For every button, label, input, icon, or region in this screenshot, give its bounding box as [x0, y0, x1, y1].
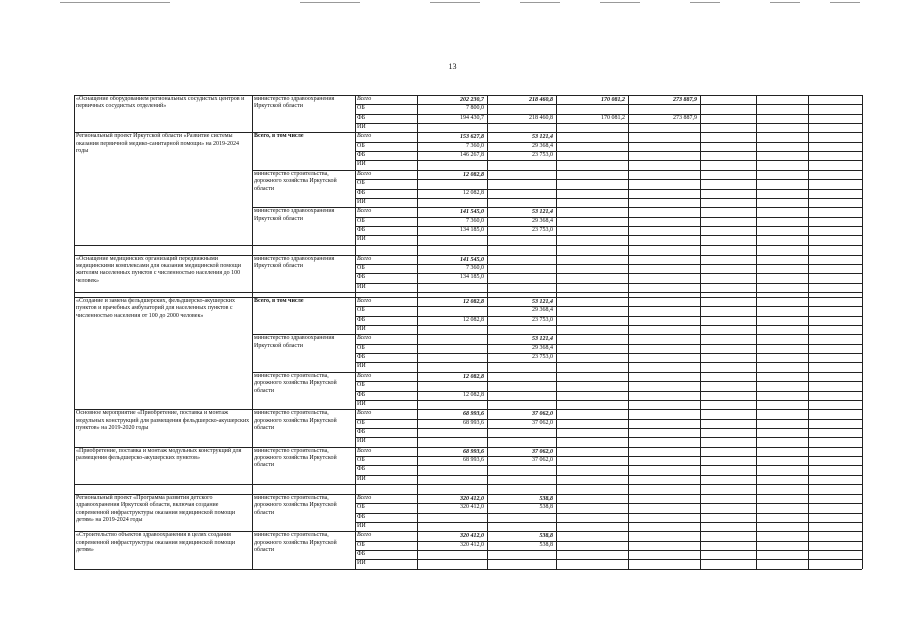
executor-name: Всего, в том числе — [254, 298, 304, 304]
block-description: Региональный проект Иркутской области «Развитие системы оказания первичной медико-санитарной помощи» на 2019-2024 годы — [76, 133, 240, 155]
amount-cell — [630, 392, 697, 400]
column-rule — [252, 95, 253, 569]
amount-cell — [630, 476, 697, 484]
amount-cell: 12 082,8 — [463, 373, 484, 380]
funding-source-label: ОБ — [357, 105, 365, 112]
executor-name: министерство здравоохранения Иркутской области — [254, 335, 335, 349]
amount-cell: 320 412,0 — [460, 541, 484, 548]
amount-cell — [630, 345, 697, 353]
funding-source-label: ИИ — [357, 400, 366, 407]
amount-cell — [558, 420, 625, 428]
scan-artifact — [300, 2, 360, 3]
funding-source-label: Всего — [357, 133, 372, 140]
funding-source-label: Всего — [357, 170, 372, 177]
amount-cell — [630, 236, 697, 244]
amount-cell — [558, 152, 625, 160]
amount-cell — [558, 326, 625, 334]
column-rule — [628, 95, 629, 569]
amount-cell — [558, 265, 625, 273]
amount-cell: 7 800,0 — [466, 105, 484, 112]
block-description: Основное мероприятие «Приобретение, поставка и монтаж модульных конструкций для размещения фельдшерско-акушерских пунктов» на 2019-2020 годы — [76, 410, 250, 431]
amount-cell: 53 121,4 — [532, 336, 553, 343]
row-rule — [355, 132, 862, 133]
funding-source-label: ФБ — [357, 513, 366, 520]
amount-cell: 141 545,0 — [460, 256, 484, 263]
funding-source-label: Всего — [357, 532, 372, 539]
amount-cell: 170 081,2 — [601, 114, 625, 121]
amount-cell — [419, 514, 484, 522]
row-rule — [252, 569, 355, 570]
amount-cell: 53 121,4 — [532, 209, 553, 216]
amount-cell — [630, 317, 697, 325]
funding-source-label: ФБ — [357, 316, 366, 323]
column-rule — [862, 95, 863, 569]
amount-cell — [419, 326, 484, 334]
amount-cell: 29 368,4 — [532, 142, 553, 149]
row-rule — [252, 245, 355, 246]
amount-cell: 538,8 — [539, 541, 553, 548]
amount-cell — [558, 307, 625, 315]
amount-cell — [489, 476, 553, 484]
amount-cell: 218 460,8 — [529, 114, 553, 121]
amount-cell — [489, 392, 553, 400]
funding-source-label: ФБ — [357, 354, 366, 361]
block-description: «Строительство объектов здравоохранения в целях создания современной инфраструктуры оказания медицинской помощи детям» — [76, 532, 236, 554]
amount-cell — [558, 523, 625, 531]
amount-cell — [558, 284, 625, 292]
amount-cell: 29 368,4 — [532, 217, 553, 224]
column-rule — [487, 95, 488, 569]
block-description: «Создание и замена фельдшерских, фельдшерско-акушерских пунктов и врачебных амбулаторий для населенных пунктов с численностью населения от 100 до 2000 человек» — [76, 298, 236, 319]
amount-cell — [630, 551, 697, 559]
funding-source-label: Всего — [357, 410, 372, 417]
amount-cell — [630, 523, 697, 531]
amount-cell — [630, 307, 697, 315]
amount-cell — [558, 382, 625, 390]
funding-source-label: ФБ — [357, 428, 366, 435]
row-rule — [74, 569, 252, 570]
amount-cell — [558, 438, 625, 446]
amount-cell: 218 460,8 — [529, 97, 553, 103]
row-rule — [355, 484, 862, 485]
row-rule — [355, 531, 862, 532]
funding-source-label: ОБ — [357, 142, 365, 149]
amount-cell — [630, 560, 697, 568]
executor-name: министерство строительства, дорожного хозяйства Иркутской области — [254, 532, 337, 554]
column-rule — [808, 95, 809, 569]
funding-source-label: ОБ — [357, 456, 365, 463]
amount-cell: 153 627,8 — [460, 134, 484, 141]
row-rule — [355, 334, 862, 335]
executor-name: министерство строительства, дорожного хозяйства Иркутской области — [254, 447, 337, 469]
executor-name: министерство строительства, дорожного хозяйства Иркутской области — [254, 170, 337, 192]
amount-cell — [489, 105, 553, 113]
amount-cell: 12 082,8 — [463, 391, 484, 398]
amount-cell: 12 082,8 — [463, 316, 484, 323]
amount-cell — [489, 514, 553, 522]
executor-name: министерство строительства, дорожного хозяйства Иркутской области — [254, 495, 337, 516]
row-rule — [74, 292, 252, 293]
amount-cell: 68 993,6 — [463, 419, 484, 426]
amount-cell: 12 082,8 — [463, 299, 484, 305]
funding-source-label: Всего — [357, 298, 372, 304]
funding-source-label: ИИ — [357, 363, 366, 370]
block-description: «Оснащение медицинских организаций передвижными медицинскими комплексами для оказания медицинской помощи жителям населенных пунктов с численностью населения до 100 человек» — [76, 255, 241, 284]
amount-cell — [419, 401, 484, 409]
row-rule — [74, 245, 252, 246]
amount-cell — [630, 274, 697, 282]
amount-cell — [489, 401, 553, 409]
funding-source-label: ОБ — [357, 382, 365, 389]
funding-source-label: Всего — [357, 447, 372, 454]
amount-cell — [558, 199, 625, 207]
funding-source-label: ОБ — [357, 307, 365, 314]
amount-cell — [630, 143, 697, 151]
amount-cell — [419, 551, 484, 559]
amount-cell — [558, 317, 625, 325]
amount-cell — [489, 560, 553, 568]
amount-cell: 12 082,8 — [463, 171, 484, 178]
row-rule — [355, 447, 862, 448]
amount-cell — [558, 180, 625, 188]
amount-cell: 7 360,0 — [466, 264, 484, 271]
column-rule — [74, 95, 75, 569]
funding-source-label: ОБ — [357, 419, 365, 426]
amount-cell — [489, 466, 553, 474]
row-rule — [355, 409, 862, 410]
funding-source-label: ОБ — [357, 180, 365, 187]
amount-cell: 320 412,0 — [460, 504, 484, 511]
amount-cell — [558, 227, 625, 235]
amount-cell: 53 121,4 — [532, 299, 553, 305]
amount-cell — [558, 514, 625, 522]
amount-cell — [419, 284, 484, 292]
row-rule — [355, 207, 862, 208]
amount-cell — [419, 161, 484, 169]
amount-cell — [630, 542, 697, 550]
amount-cell — [630, 161, 697, 169]
funding-source-label: Всего — [357, 255, 372, 262]
amount-cell: 68 993,6 — [463, 448, 484, 455]
scan-artifact — [520, 2, 560, 3]
amount-cell — [558, 105, 625, 113]
amount-cell — [630, 401, 697, 409]
amount-cell — [630, 363, 697, 371]
amount-cell — [489, 199, 553, 207]
amount-cell — [489, 523, 553, 531]
block-description: «Оснащение оборудованием региональных сосудистых центров и первичных сосудистых отделений» — [76, 96, 245, 110]
amount-cell — [419, 429, 484, 437]
amount-cell — [419, 466, 484, 474]
amount-cell: 320 412,0 — [460, 496, 484, 502]
amount-cell: 194 430,7 — [460, 114, 484, 121]
funding-source-label: Всего — [357, 372, 372, 379]
column-rule — [417, 95, 418, 569]
funding-source-label: ОБ — [357, 344, 365, 351]
amount-cell — [419, 438, 484, 446]
amount-cell — [630, 466, 697, 474]
funding-source-label: ФБ — [357, 189, 366, 196]
amount-cell — [419, 363, 484, 371]
amount-cell — [558, 274, 625, 282]
amount-cell — [630, 124, 697, 132]
amount-cell — [419, 307, 484, 315]
amount-cell — [419, 476, 484, 484]
funding-source-label: ОБ — [357, 217, 365, 224]
executor-name: министерство здравоохранения Иркутской области — [254, 96, 335, 110]
amount-cell — [419, 199, 484, 207]
amount-cell — [558, 363, 625, 371]
column-rule — [756, 95, 757, 569]
funding-source-label: ИИ — [357, 198, 366, 205]
amount-cell — [419, 345, 484, 353]
amount-cell — [558, 466, 625, 474]
funding-source-label: ОБ — [357, 264, 365, 271]
amount-cell — [630, 152, 697, 160]
amount-cell: 29 368,4 — [532, 307, 553, 314]
amount-cell — [630, 218, 697, 226]
amount-cell: 23 753,0 — [532, 152, 553, 159]
funding-source-label: Всего — [357, 96, 372, 102]
amount-cell: 37 062,0 — [532, 411, 553, 418]
amount-cell — [558, 143, 625, 151]
block-description: Региональный проект «Программа развития детского здравоохранения Иркутской области, включая создание современной инфраструктуры оказания медицинской помощи детям» на 2019-2024 годы — [76, 495, 236, 524]
amount-cell — [419, 560, 484, 568]
amount-cell — [558, 392, 625, 400]
amount-cell — [419, 236, 484, 244]
amount-cell — [558, 190, 625, 198]
funding-source-label: ФБ — [357, 152, 366, 159]
amount-cell — [630, 504, 697, 512]
executor-name: Всего, в том числе — [254, 133, 304, 140]
amount-cell — [558, 124, 625, 132]
amount-cell — [489, 190, 553, 198]
amount-cell — [558, 551, 625, 559]
amount-cell — [630, 354, 697, 362]
amount-cell: 68 993,6 — [463, 411, 484, 418]
row-rule — [252, 484, 355, 485]
amount-cell — [489, 438, 553, 446]
amount-cell — [489, 382, 553, 390]
amount-cell: 538,8 — [539, 496, 553, 502]
amount-cell — [630, 326, 697, 334]
row-rule — [252, 292, 355, 293]
page-number: 13 — [448, 62, 457, 71]
amount-cell — [558, 542, 625, 550]
amount-cell: 273 887,9 — [673, 97, 697, 103]
amount-cell — [489, 265, 553, 273]
funding-source-label: Всего — [357, 335, 372, 342]
scan-artifact — [600, 2, 640, 3]
amount-cell — [630, 284, 697, 292]
amount-cell: 538,8 — [539, 504, 553, 511]
executor-name: министерство строительства, дорожного хозяйства Иркутской области — [254, 410, 337, 431]
amount-cell — [489, 429, 553, 437]
amount-cell — [558, 476, 625, 484]
amount-cell: 7 360,0 — [466, 142, 484, 149]
funding-source-label: ИИ — [357, 283, 366, 290]
amount-cell — [558, 457, 625, 465]
funding-source-label: ИИ — [357, 124, 366, 131]
amount-cell — [558, 161, 625, 169]
amount-cell — [630, 265, 697, 273]
funding-source-label: ОБ — [357, 541, 365, 548]
funding-source-label: ИИ — [357, 523, 366, 530]
column-rule — [556, 95, 557, 569]
row-rule — [355, 170, 862, 171]
amount-cell: 134 185,0 — [460, 226, 484, 233]
amount-cell — [630, 438, 697, 446]
amount-cell — [630, 420, 697, 428]
funding-source-label: ИИ — [357, 438, 366, 445]
amount-cell: 37 062,0 — [532, 419, 553, 426]
funding-source-label: ФБ — [357, 274, 366, 281]
amount-cell: 141 545,0 — [460, 209, 484, 216]
amount-cell: 134 185,0 — [460, 274, 484, 281]
funding-source-label: Всего — [357, 495, 372, 501]
amount-cell — [419, 382, 484, 390]
row-rule — [355, 292, 862, 293]
amount-cell: 202 230,7 — [460, 97, 484, 103]
funding-source-label: ФБ — [357, 114, 366, 121]
amount-cell — [630, 227, 697, 235]
scan-artifact — [770, 2, 800, 3]
column-rule — [700, 95, 701, 569]
amount-cell — [489, 274, 553, 282]
funding-source-label: ОБ — [357, 504, 365, 511]
amount-cell — [630, 180, 697, 188]
funding-source-label: ФБ — [357, 551, 366, 558]
amount-cell: 23 753,0 — [532, 354, 553, 361]
amount-cell — [630, 199, 697, 207]
amount-cell: 146 267,8 — [460, 152, 484, 159]
scan-artifact — [60, 2, 170, 3]
row-rule — [355, 569, 862, 570]
amount-cell: 12 082,8 — [463, 189, 484, 196]
amount-cell — [489, 551, 553, 559]
amount-cell: 37 062,0 — [532, 456, 553, 463]
amount-cell — [419, 354, 484, 362]
row-rule — [355, 372, 862, 373]
amount-cell — [630, 105, 697, 113]
amount-cell — [489, 326, 553, 334]
funding-source-label: ФБ — [357, 391, 366, 398]
amount-cell — [558, 218, 625, 226]
funding-source-label: ИИ — [357, 236, 366, 243]
amount-cell — [558, 354, 625, 362]
amount-cell — [419, 523, 484, 531]
scan-artifact — [430, 2, 480, 3]
amount-cell: 538,8 — [539, 533, 553, 540]
amount-cell — [630, 514, 697, 522]
amount-cell — [489, 180, 553, 188]
column-rule — [355, 95, 356, 569]
amount-cell — [419, 124, 484, 132]
amount-cell: 23 753,0 — [532, 316, 553, 323]
funding-source-label: ИИ — [357, 326, 366, 333]
amount-cell: 320 412,0 — [460, 533, 484, 540]
amount-cell — [489, 236, 553, 244]
amount-cell — [419, 180, 484, 188]
amount-cell — [630, 457, 697, 465]
amount-cell — [630, 190, 697, 198]
scan-artifact — [830, 2, 860, 3]
funding-source-label: Всего — [357, 208, 372, 215]
block-description: «Приобретение, поставка и монтаж модульных конструкций для размещения фельдшерско-акушерских пунктов» — [76, 447, 242, 461]
amount-cell — [489, 284, 553, 292]
amount-cell: 23 753,0 — [532, 226, 553, 233]
funding-source-label: ФБ — [357, 466, 366, 473]
row-rule — [74, 95, 862, 96]
funding-source-label: ФБ — [357, 226, 366, 233]
amount-cell — [558, 504, 625, 512]
row-rule — [74, 484, 252, 485]
amount-cell — [489, 124, 553, 132]
amount-cell — [558, 560, 625, 568]
amount-cell: 37 062,0 — [532, 448, 553, 455]
amount-cell — [558, 401, 625, 409]
amount-cell — [558, 429, 625, 437]
amount-cell — [489, 363, 553, 371]
scan-artifact — [690, 2, 720, 3]
amount-cell — [630, 429, 697, 437]
amount-cell: 273 887,9 — [673, 114, 697, 121]
amount-cell — [558, 236, 625, 244]
amount-cell — [558, 345, 625, 353]
funding-source-label: ИИ — [357, 161, 366, 168]
amount-cell: 7 360,0 — [466, 217, 484, 224]
amount-cell: 68 993,6 — [463, 456, 484, 463]
amount-cell: 53 121,4 — [532, 134, 553, 141]
executor-name: министерство строительства, дорожного хозяйства Иркутской области — [254, 372, 337, 394]
amount-cell — [630, 382, 697, 390]
amount-cell: 170 081,2 — [601, 97, 625, 103]
row-rule — [355, 245, 862, 246]
executor-name: министерство здравоохранения Иркутской области — [254, 208, 335, 222]
funding-source-label: ИИ — [357, 560, 366, 567]
amount-cell: 29 368,4 — [532, 344, 553, 351]
executor-name: министерство здравоохранения Иркутской области — [254, 255, 335, 269]
funding-source-label: ИИ — [357, 475, 366, 482]
amount-cell — [489, 161, 553, 169]
